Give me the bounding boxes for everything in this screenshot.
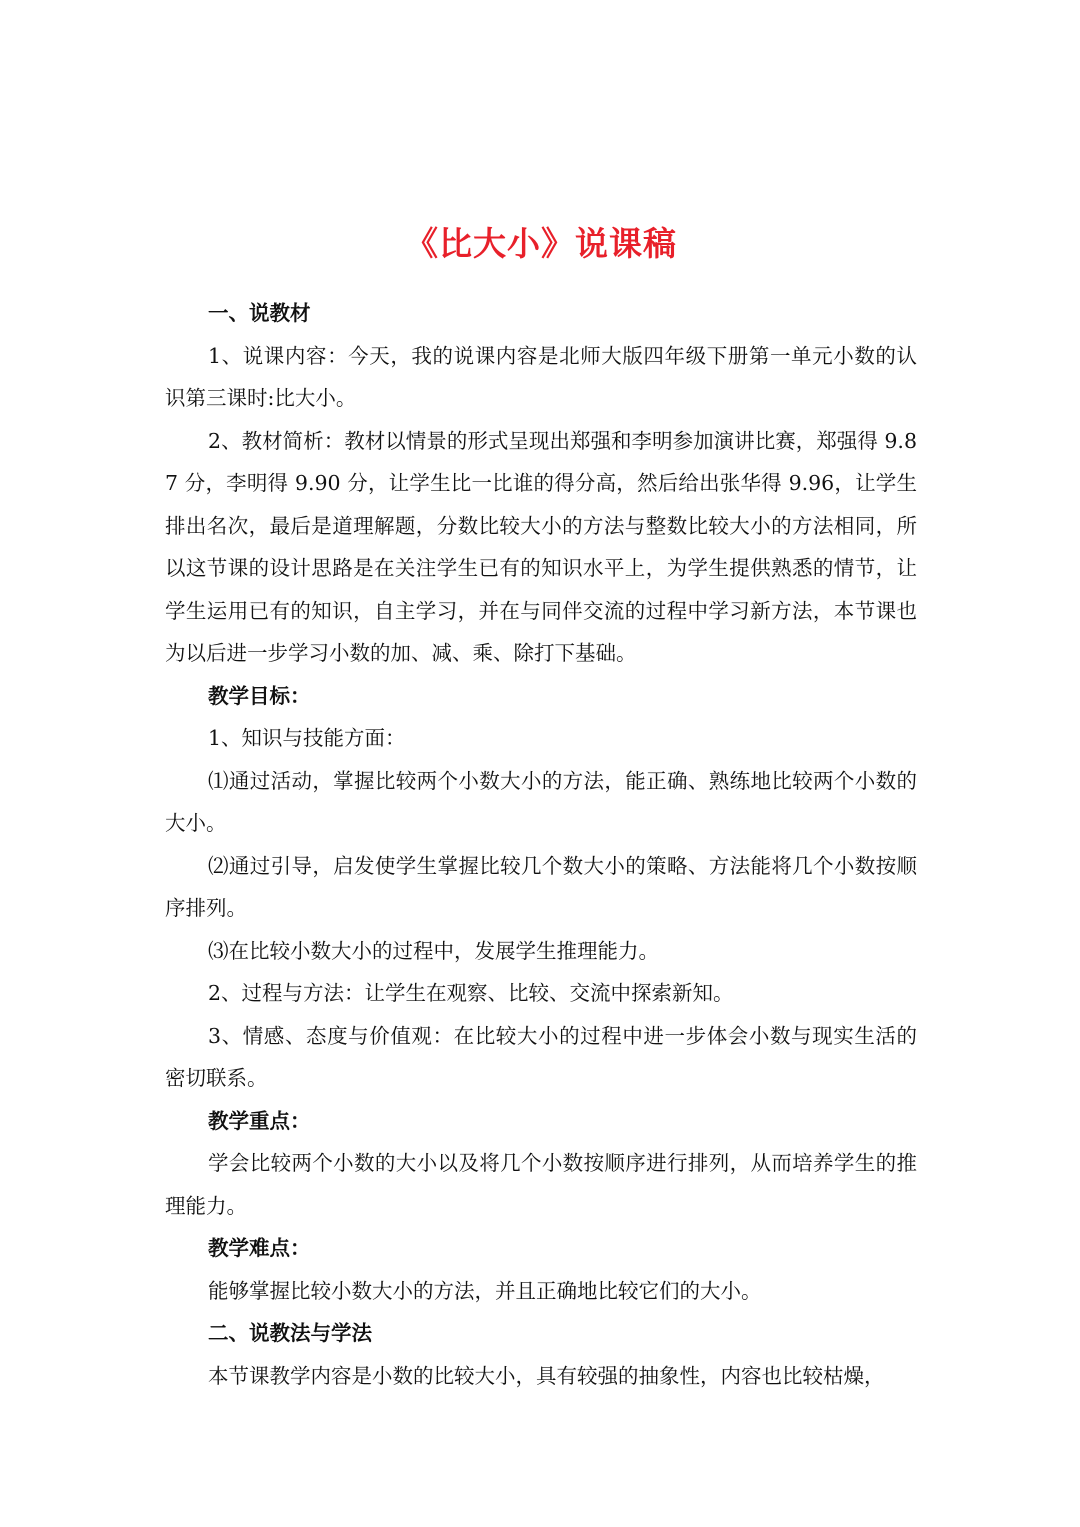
document-title: 《比大小》说课稿 <box>405 224 677 263</box>
paragraph-emotion-values: 3、情感、态度与价值观：在比较大小的过程中进一步体会小数与现实生活的密切联系。 <box>165 1023 917 1090</box>
paragraph-goal-2: ⑵通过引导，启发使学生掌握比较几个数大小的策略、方法能将几个小数按顺序排列。 <box>165 853 917 920</box>
heading-key-points: 教学重点： <box>208 1108 311 1133</box>
section-heading-teaching-material: 一、说教材 <box>208 301 311 325</box>
paragraph-goal-3: ⑶在比较小数大小的过程中，发展学生推理能力。 <box>208 938 659 963</box>
paragraph-key-points: 学会比较两个小数的大小以及将几个小数按顺序进行排列，从而培养学生的推理能力。 <box>165 1151 917 1218</box>
paragraph-process-method: 2、过程与方法：让学生在观察、比较、交流中探索新知。 <box>208 981 734 1005</box>
heading-difficulties: 教学难点： <box>208 1236 311 1260</box>
paragraph-goal-1: ⑴通过活动，掌握比较两个小数大小的方法，能正确、熟练地比较两个小数的大小。 <box>165 768 917 835</box>
paragraph-lesson-content: 1、说课内容：今天，我的说课内容是北师大版四年级下册第一单元小数的认识第三课时:比大小。 <box>165 343 917 410</box>
paragraph-knowledge-skills: 1、知识与技能方面： <box>208 726 406 750</box>
paragraph-material-analysis: 2、教材简析：教材以情景的形式呈现出郑强和李明参加演讲比赛，郑强得 9.87 分，李明得 9.90 分，让学生比一比谁的得分高，然后给出张华得 9.96，让学生排出名次，最后是道理解题，分数比较大小的方法与整数比较大小的方法相同，所以这节课的设计思路是在关注学生已有的知识水平上，为学生提供熟悉的情节，让学生运用已有的知识，自主学习，并在与同伴交流的过程中学习新方法，本节课也为以后进一步学习小数的加、减、乘、除打下基础。 <box>165 428 917 665</box>
heading-teaching-goals: 教学目标： <box>208 683 311 708</box>
paragraph-methods: 本节课教学内容是小数的比较大小，具有较强的抽象性，内容也比较枯燥， <box>208 1363 885 1388</box>
paragraph-difficulties: 能够掌握比较小数大小的方法，并且正确地比较它们的大小。 <box>208 1278 762 1303</box>
section-heading-methods: 二、说教法与学法 <box>208 1321 372 1345</box>
document-body <box>165 222 917 1397</box>
